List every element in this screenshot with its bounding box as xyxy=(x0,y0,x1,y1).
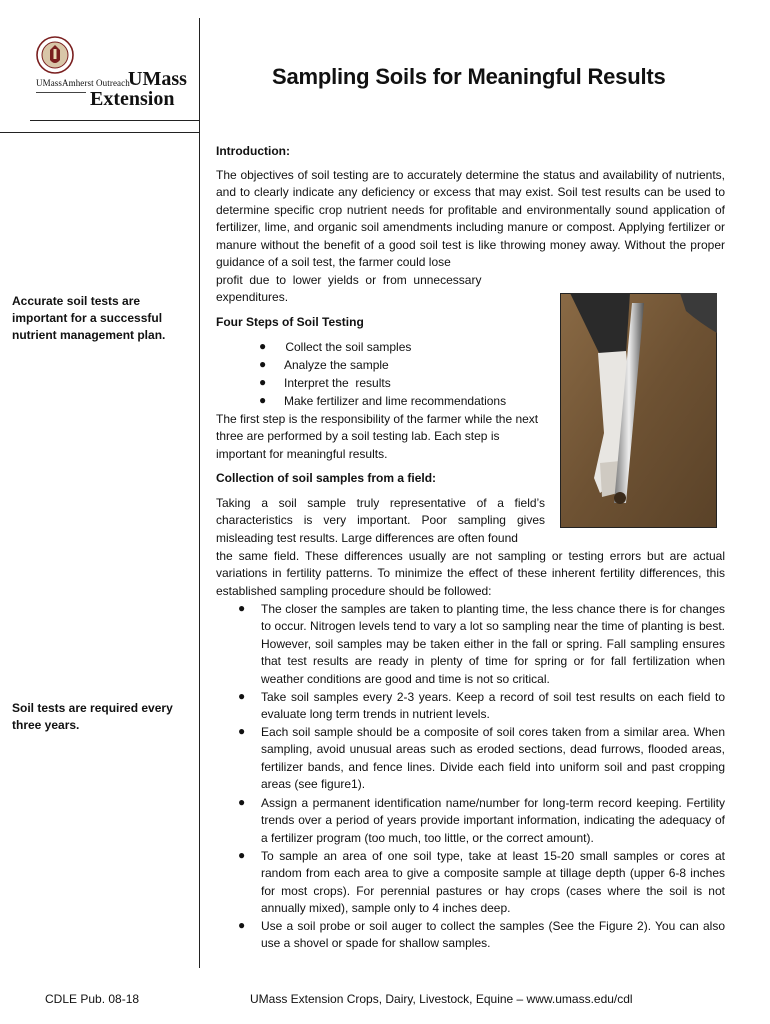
sidebar-note-accuracy: Accurate soil tests are important for a successful nutrient management plan. xyxy=(12,294,166,342)
collection-bullet: ● xyxy=(238,795,246,809)
logo-extension-text: Extension xyxy=(90,88,175,110)
step-item: Analyze the sample xyxy=(284,358,389,372)
step-bullet: ● xyxy=(259,357,267,371)
umass-seal-logo xyxy=(36,36,74,74)
step-bullet: ● xyxy=(259,339,267,353)
intro-paragraph: The objectives of soil testing are to accurately determine the status and availability of nutrients, and to clearly indicate any deficiency or excess that may exist. Soil test results can be used to determine specific crop nutrient needs for profitable and environmentally sound application of fertilizer, lime, and organic soil amendments including manure or compost. Applying fertilizer or manure without the benefit of a good soil test is like throwing money away. Without the proper guidance of a soil test, the farmer could lose xyxy=(216,168,725,270)
collection-bullet: ● xyxy=(238,918,246,932)
collection-bullet: ● xyxy=(238,724,246,738)
intro-paragraph-end-2: expenditures. xyxy=(216,290,289,304)
step-item: Make fertilizer and lime recommendations xyxy=(284,394,507,408)
steps-after-text: The first step is the responsibility of the farmer while the next three are performed by a soil testing lab. Each step is important for meaningful results. xyxy=(216,412,539,461)
sidebar-note-frequency: Soil tests are required every three years. xyxy=(12,701,173,732)
collection-item: Assign a permanent identification name/number for long-term record keeping. Fertility trends over a period of years provide important information, indicating the adequacy of a fertilizer program (too much, too little, or the correct amount). xyxy=(261,796,725,845)
logo-outreach-text: UMassAmherst Outreach xyxy=(36,78,130,88)
collection-bullet: ● xyxy=(238,689,246,703)
collection-heading: Collection of soil samples from a field: xyxy=(216,471,437,485)
steps-heading: Four Steps of Soil Testing xyxy=(216,315,364,329)
footer-publication: CDLE Pub. 08-18 xyxy=(45,992,140,1006)
intro-paragraph-end-1: profit due to lower yields or from unnecessary xyxy=(216,273,482,287)
logo-rule xyxy=(36,92,86,93)
page-title: Sampling Soils for Meaningful Results xyxy=(272,64,666,89)
footer-organization: UMass Extension Crops, Dairy, Livestock, Equine – www.umass.edu/cdl xyxy=(250,992,633,1006)
collection-item: The closer the samples are taken to planting time, the less chance there is for changes to occur. Nitrogen levels tend to vary a lot so sampling near the time of planting is best. However, soil samples may be taken either in the fall or spring. Fall sampling ensures that test results are ready in plenty of time for spring or for fall fertilization when weather conditions are good and time is not so critical. xyxy=(261,602,725,686)
step-item: Interpret the results xyxy=(284,376,391,390)
step-bullet: ● xyxy=(259,393,267,407)
step-item: Collect the soil samples xyxy=(282,340,412,354)
soil-probe-photo xyxy=(560,293,717,528)
collection-bullet: ● xyxy=(238,601,246,615)
collection-paragraph-narrow: Taking a soil sample truly representative of a field’s characteristics is very important. Poor sampling gives misleading test results. Large differences are often found xyxy=(216,496,545,545)
intro-heading: Introduction: xyxy=(216,144,290,158)
logo-umass-text: UMass xyxy=(128,68,187,90)
collection-bullet: ● xyxy=(238,848,246,862)
collection-item: Use a soil probe or soil auger to collect the samples (See the Figure 2). You can also use a shovel or spade for shallow samples. xyxy=(261,919,725,951)
sidebar-rule xyxy=(0,132,200,133)
column-divider xyxy=(199,18,200,968)
collection-paragraph-wide: the same field. These differences usually are not sampling or testing errors but are actual variations in fertility patterns. To minimize the effect of these inherent fertility differences, this established sampling procedure should be followed: xyxy=(216,549,725,598)
collection-item: Take soil samples every 2-3 years. Keep a record of soil test results on each field to evaluate long term trends in nutrient levels. xyxy=(261,690,725,722)
header-rule xyxy=(30,120,200,121)
collection-item: Each soil sample should be a composite of soil cores taken from a similar area. When sampling, avoid unusual areas such as eroded sections, dead furrows, flooded areas, fertilizer bands, and fence lines. Divide each field into uniform soil and past cropping areas (see figure1). xyxy=(261,725,725,792)
collection-item: To sample an area of one soil type, take at least 15-20 small samples or cores at random from each area to give a composite sample at tillage depth (upper 6-8 inches for most crops). For perennial pastures or hay crops (cases where the soil is not annually mixed), sample only to 4 inches deep. xyxy=(261,849,725,916)
step-bullet: ● xyxy=(259,375,267,389)
